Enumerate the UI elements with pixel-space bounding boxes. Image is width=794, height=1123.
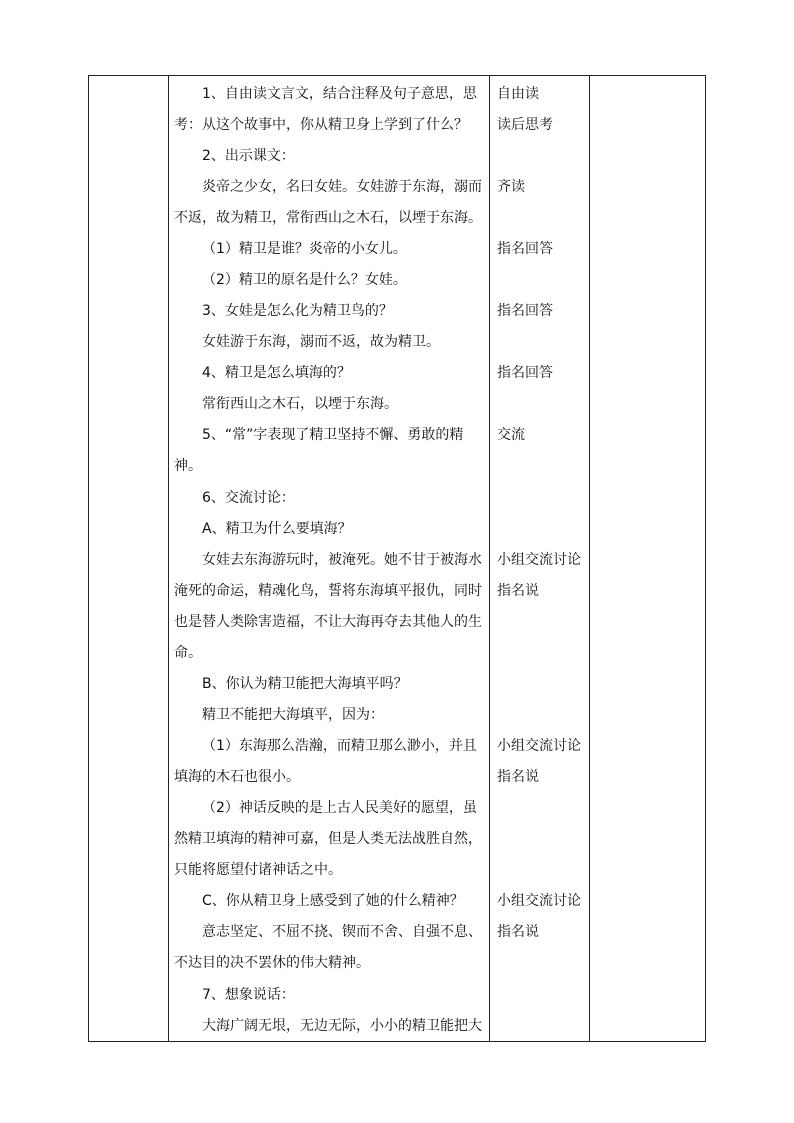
content-line: 4、精卫是怎么填海的？ — [202, 365, 351, 381]
content-line: 2、出示课文： — [202, 148, 295, 164]
content-line: 填海的木石也很小。 — [174, 769, 300, 785]
content-line: 3、女娃是怎么化为精卫鸟的？ — [202, 303, 393, 319]
content-line: 女娃去东海游玩时，被淹死。她不甘于被海水 — [202, 552, 482, 568]
content-line: 常衔西山之木石，以堙于东海。 — [202, 396, 398, 412]
content-line: 意志坚定、不屈不挠、锲而不舍、自强不息、 — [202, 924, 482, 940]
activity-line: 小组交流讨论 — [497, 893, 581, 909]
content-line: （2）神话反映的是上古人民美好的愿望，虽 — [202, 800, 477, 816]
activity-line: 小组交流讨论 — [497, 552, 581, 568]
activity-line: 交流 — [497, 427, 525, 443]
content-line: A、精卫为什么要填海？ — [202, 521, 352, 537]
activity-line: 指名回答 — [497, 303, 553, 319]
content-line: 只能将愿望付诸神话之中。 — [174, 862, 342, 878]
column-divider-1 — [168, 76, 169, 1041]
content-line: 1、自由读文言文，结合注释及句子意思，思 — [202, 86, 477, 102]
content-line: 考：从这个故事中，你从精卫身上学到了什么？ — [174, 117, 468, 133]
content-line: 大海广阔无垠，无边无际，小小的精卫能把大 — [202, 1018, 482, 1034]
content-line: （1）精卫是谁？炎帝的小女儿。 — [202, 241, 407, 257]
lesson-table — [88, 75, 706, 1042]
activity-line: 指名说 — [497, 583, 539, 599]
column-divider-3 — [589, 76, 590, 1041]
activity-line: 齐读 — [497, 179, 525, 195]
activity-line: 自由读 — [497, 86, 539, 102]
activity-line: 指名说 — [497, 924, 539, 940]
content-line: 6、交流讨论： — [202, 490, 295, 506]
content-line: 也是替人类除害造福，不让大海再夺去其他人的生 — [174, 614, 482, 630]
content-line: 7、想象说话： — [202, 987, 295, 1003]
column-divider-2 — [489, 76, 490, 1041]
activity-line: 小组交流讨论 — [497, 738, 581, 754]
activity-line: 指名说 — [497, 769, 539, 785]
content-line: 精卫不能把大海填平，因为： — [202, 707, 384, 723]
content-line: （2）精卫的原名是什么？女娃。 — [202, 272, 407, 288]
content-line: 然精卫填海的精神可嘉，但是人类无法战胜自然， — [174, 831, 482, 847]
content-line: 淹死的命运，精魂化鸟，誓将东海填平报仇，同时 — [174, 583, 482, 599]
content-line: 神。 — [174, 458, 202, 474]
content-line: 不返，故为精卫，常衔西山之木石，以堙于东海。 — [174, 210, 482, 226]
content-line: 女娃游于东海，溺而不返，故为精卫。 — [202, 334, 440, 350]
content-line: 5、“常”字表现了精卫坚持不懈、勇敢的精 — [202, 427, 464, 443]
content-line: 命。 — [174, 645, 202, 661]
activity-line: 读后思考 — [497, 117, 553, 133]
content-line: 不达目的决不罢休的伟大精神。 — [174, 955, 370, 971]
content-line: B、你认为精卫能把大海填平吗？ — [202, 676, 408, 692]
content-line: 炎帝之少女，名曰女娃。女娃游于东海，溺而 — [202, 179, 482, 195]
content-line: （1）东海那么浩瀚，而精卫那么渺小，并且 — [202, 738, 477, 754]
activity-line: 指名回答 — [497, 365, 553, 381]
activity-line: 指名回答 — [497, 241, 553, 257]
content-line: C、你从精卫身上感受到了她的什么精神？ — [202, 893, 464, 909]
